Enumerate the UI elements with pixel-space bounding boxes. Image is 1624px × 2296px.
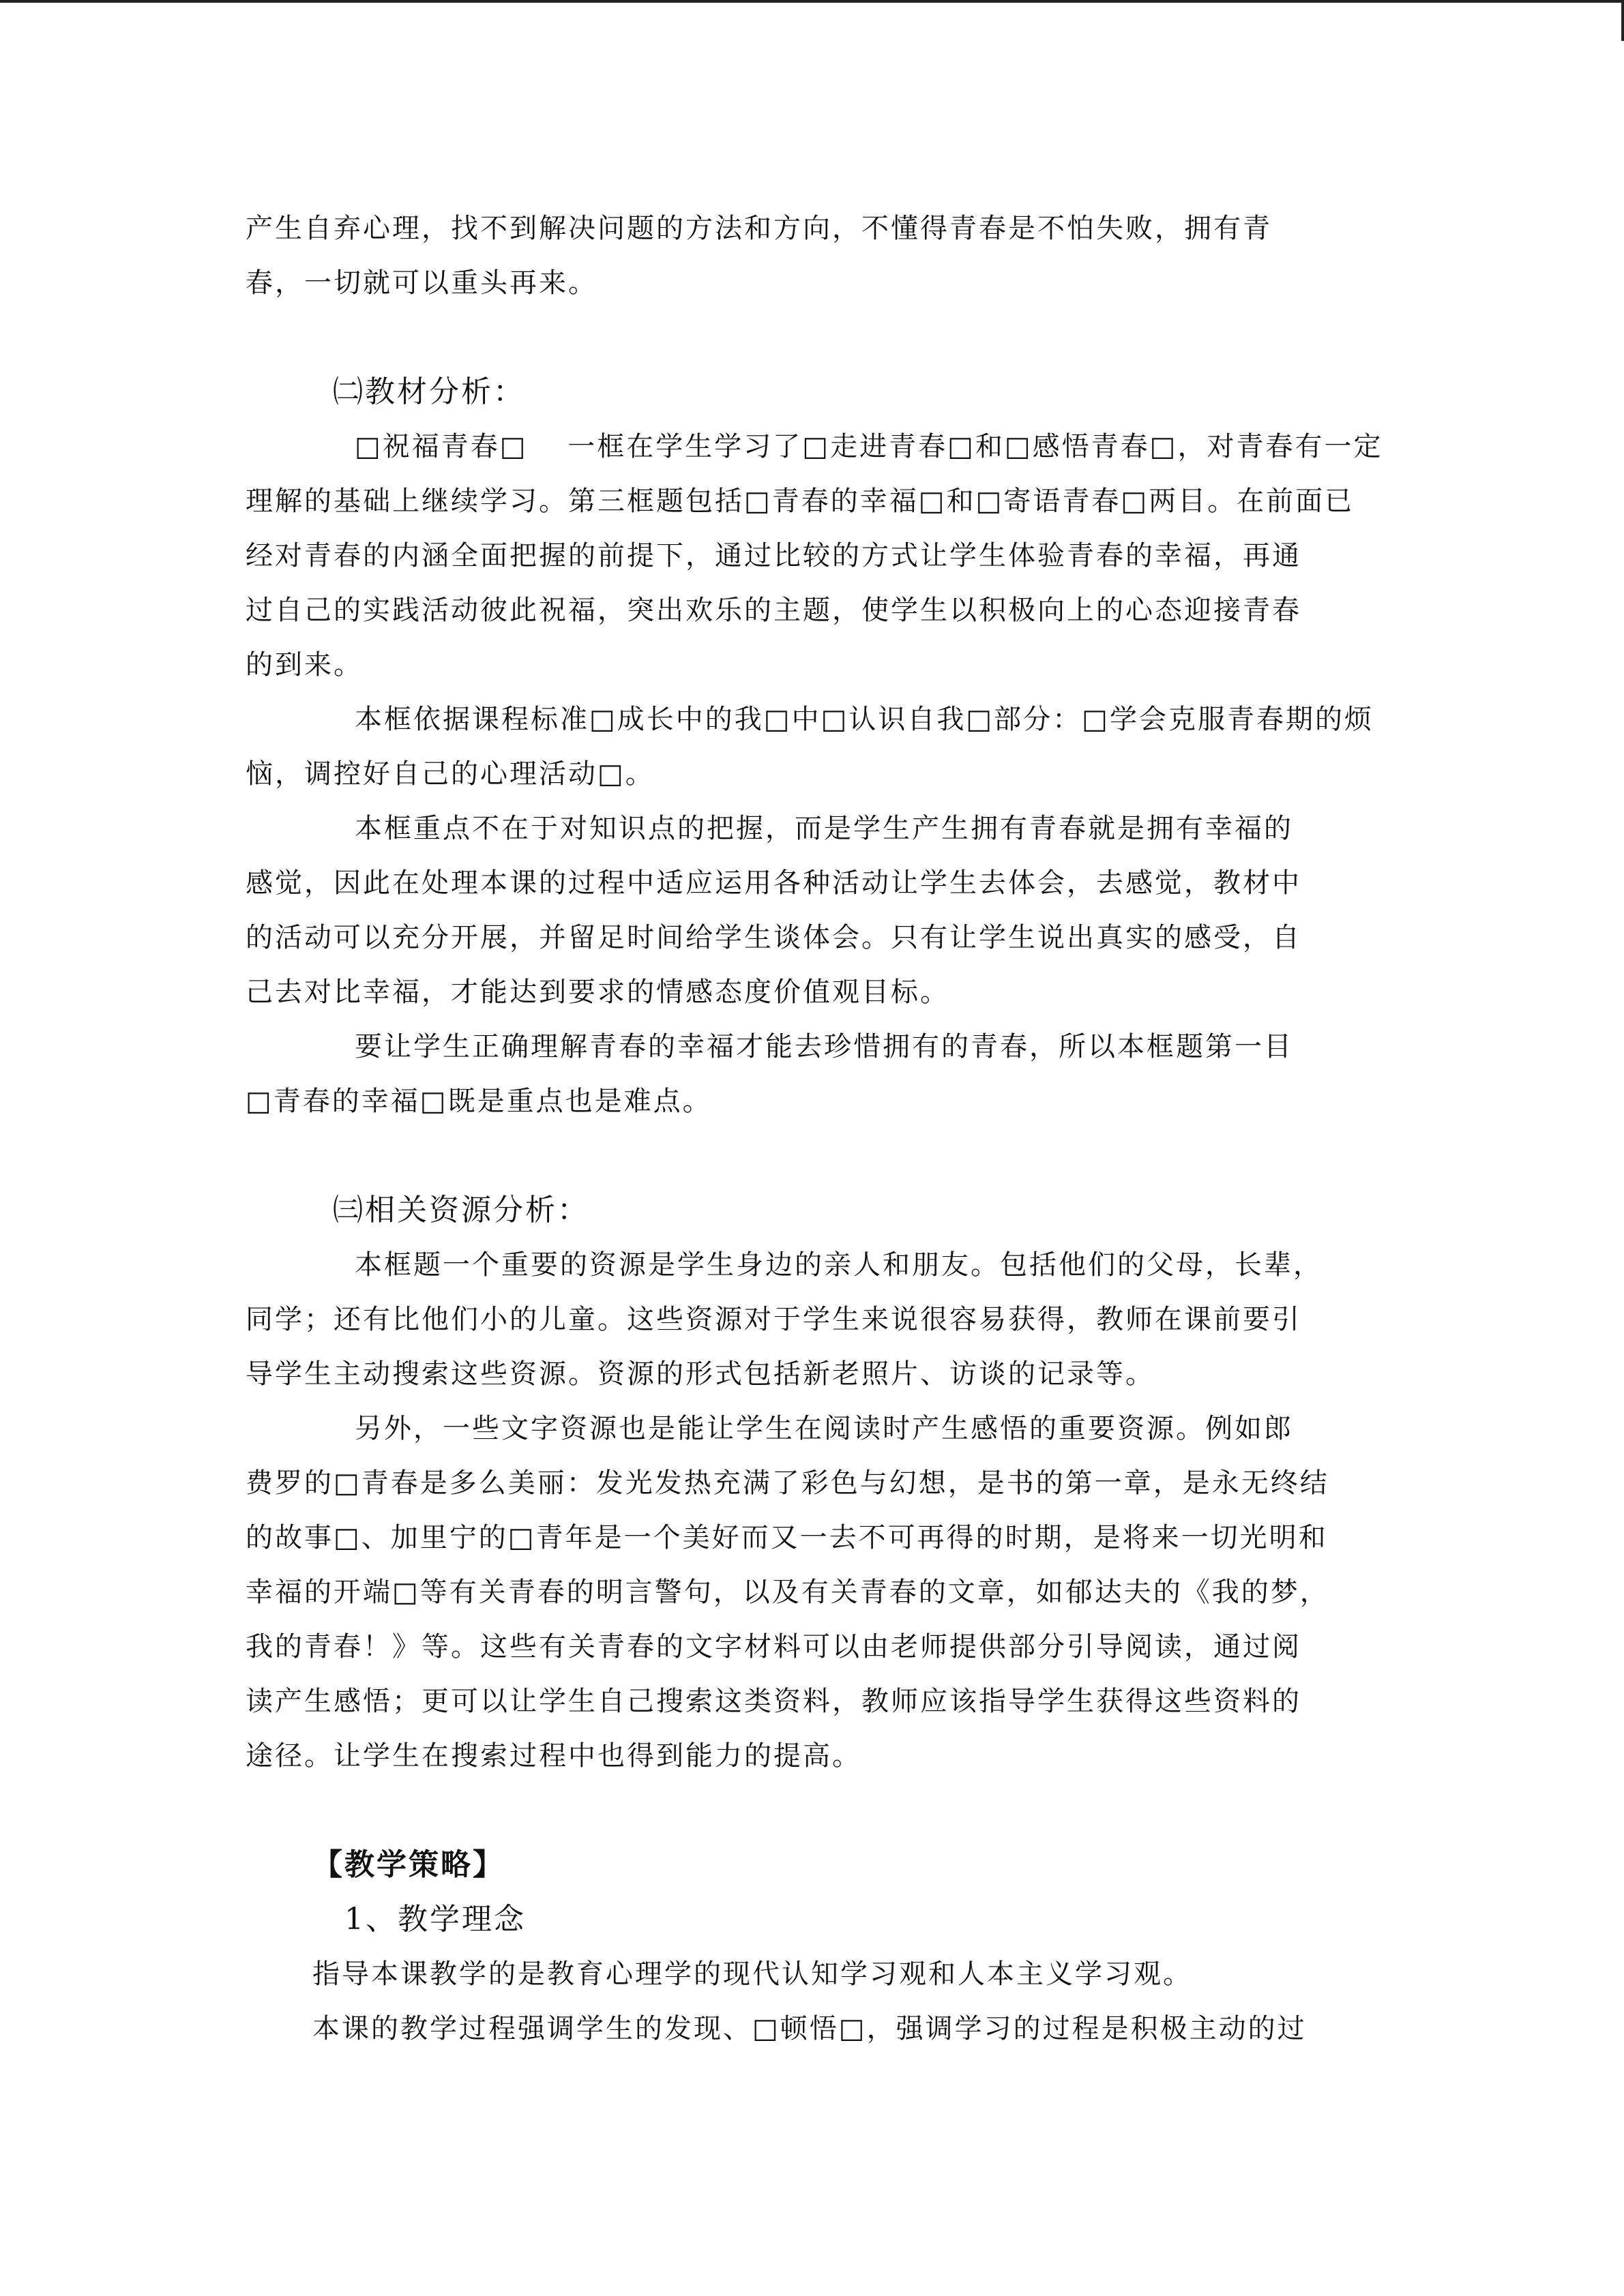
paragraph-line: 春，一切就可以重头再来。 [246, 267, 597, 299]
paragraph-line: 经对青春的内涵全面把握的前提下，通过比较的方式让学生体验青春的幸福，再通 [246, 540, 1301, 571]
paragraph-line: 的到来。 [246, 649, 363, 681]
paragraph-line: 指导本课教学的是教育心理学的现代认知学习观和人本主义学习观。 [312, 1958, 1192, 1990]
section-heading-teaching-strategy: 【教学策略】 [312, 1847, 505, 1882]
paragraph-line: 感觉，因此在处理本课的过程中适应运用各种活动让学生去体会，去感觉，教材中 [246, 867, 1301, 899]
paragraph-line: □祝福青春□ 一框在学生学习了□走进青春□和□感悟青春□，对青春有一定 [355, 431, 1383, 462]
paragraph-line: 要让学生正确理解青春的幸福才能去珍惜拥有的青春，所以本框题第一目 [355, 1031, 1293, 1062]
paragraph-line: 的故事□、加里宁的□青年是一个美好而又一去不可再得的时期，是将来一切光明和 [246, 1522, 1328, 1553]
paragraph-line: 本框依据课程标准□成长中的我□中□认识自我□部分：□学会克服青春期的烦 [355, 704, 1374, 735]
page-top-border [0, 0, 1624, 3]
paragraph-line: 的活动可以充分开展，并留足时间给学生谈体会。只有让学生说出真实的感受，自 [246, 922, 1301, 953]
paragraph-line: 导学生主动搜索这些资源。资源的形式包括新老照片、访谈的记录等。 [246, 1358, 1155, 1390]
subheading-teaching-philosophy: 1、教学理念 [344, 1902, 526, 1937]
paragraph-line: 己去对比幸福，才能达到要求的情感态度价值观目标。 [246, 976, 949, 1008]
page-right-border [1621, 0, 1624, 41]
paragraph-line: 同学；还有比他们小的儿童。这些资源对于学生来说很容易获得，教师在课前要引 [246, 1304, 1301, 1335]
section-heading-resource-analysis: ㈢相关资源分析： [333, 1193, 589, 1227]
paragraph-line: 理解的基础上继续学习。第三框题包括□青春的幸福□和□寄语青春□两目。在前面已 [246, 486, 1355, 517]
paragraph-line: 过自己的实践活动彼此祝福，突出欢乐的主题，使学生以积极向上的心态迎接青春 [246, 595, 1301, 626]
paragraph-line: 费罗的□青春是多么美丽：发光发热充满了彩色与幻想，是书的第一章，是永无终结 [246, 1467, 1329, 1499]
paragraph-line: 另外，一些文字资源也是能让学生在阅读时产生感悟的重要资源。例如郎 [355, 1413, 1293, 1444]
paragraph-line: 读产生感悟；更可以让学生自己搜索这类资料，教师应该指导学生获得这些资料的 [246, 1686, 1301, 1717]
paragraph-line: 产生自弃心理，找不到解决问题的方法和方向，不懂得青春是不怕失败，拥有青 [246, 213, 1272, 244]
paragraph-line: 本框题一个重要的资源是学生身边的亲人和朋友。包括他们的父母，长辈， [355, 1249, 1323, 1281]
paragraph-line: 我的青春！》等。这些有关青春的文字材料可以由老师提供部分引导阅读，通过阅 [246, 1631, 1301, 1663]
paragraph-line: 幸福的开端□等有关青春的明言警句，以及有关青春的文章，如郁达夫的《我的梦， [246, 1577, 1329, 1608]
paragraph-line: 本框重点不在于对知识点的把握，而是学生产生拥有青春就是拥有幸福的 [355, 813, 1293, 844]
section-heading-textbook-analysis: ㈡教材分析： [333, 374, 525, 409]
paragraph-line: □青春的幸福□既是重点也是难点。 [246, 1086, 712, 1117]
paragraph-line: 途径。让学生在搜索过程中也得到能力的提高。 [246, 1740, 861, 1772]
paragraph-line: 本课的教学过程强调学生的发现、□顿悟□，强调学习的过程是积极主动的过 [312, 2013, 1307, 2044]
paragraph-line: 恼，调控好自己的心理活动□。 [246, 758, 655, 790]
